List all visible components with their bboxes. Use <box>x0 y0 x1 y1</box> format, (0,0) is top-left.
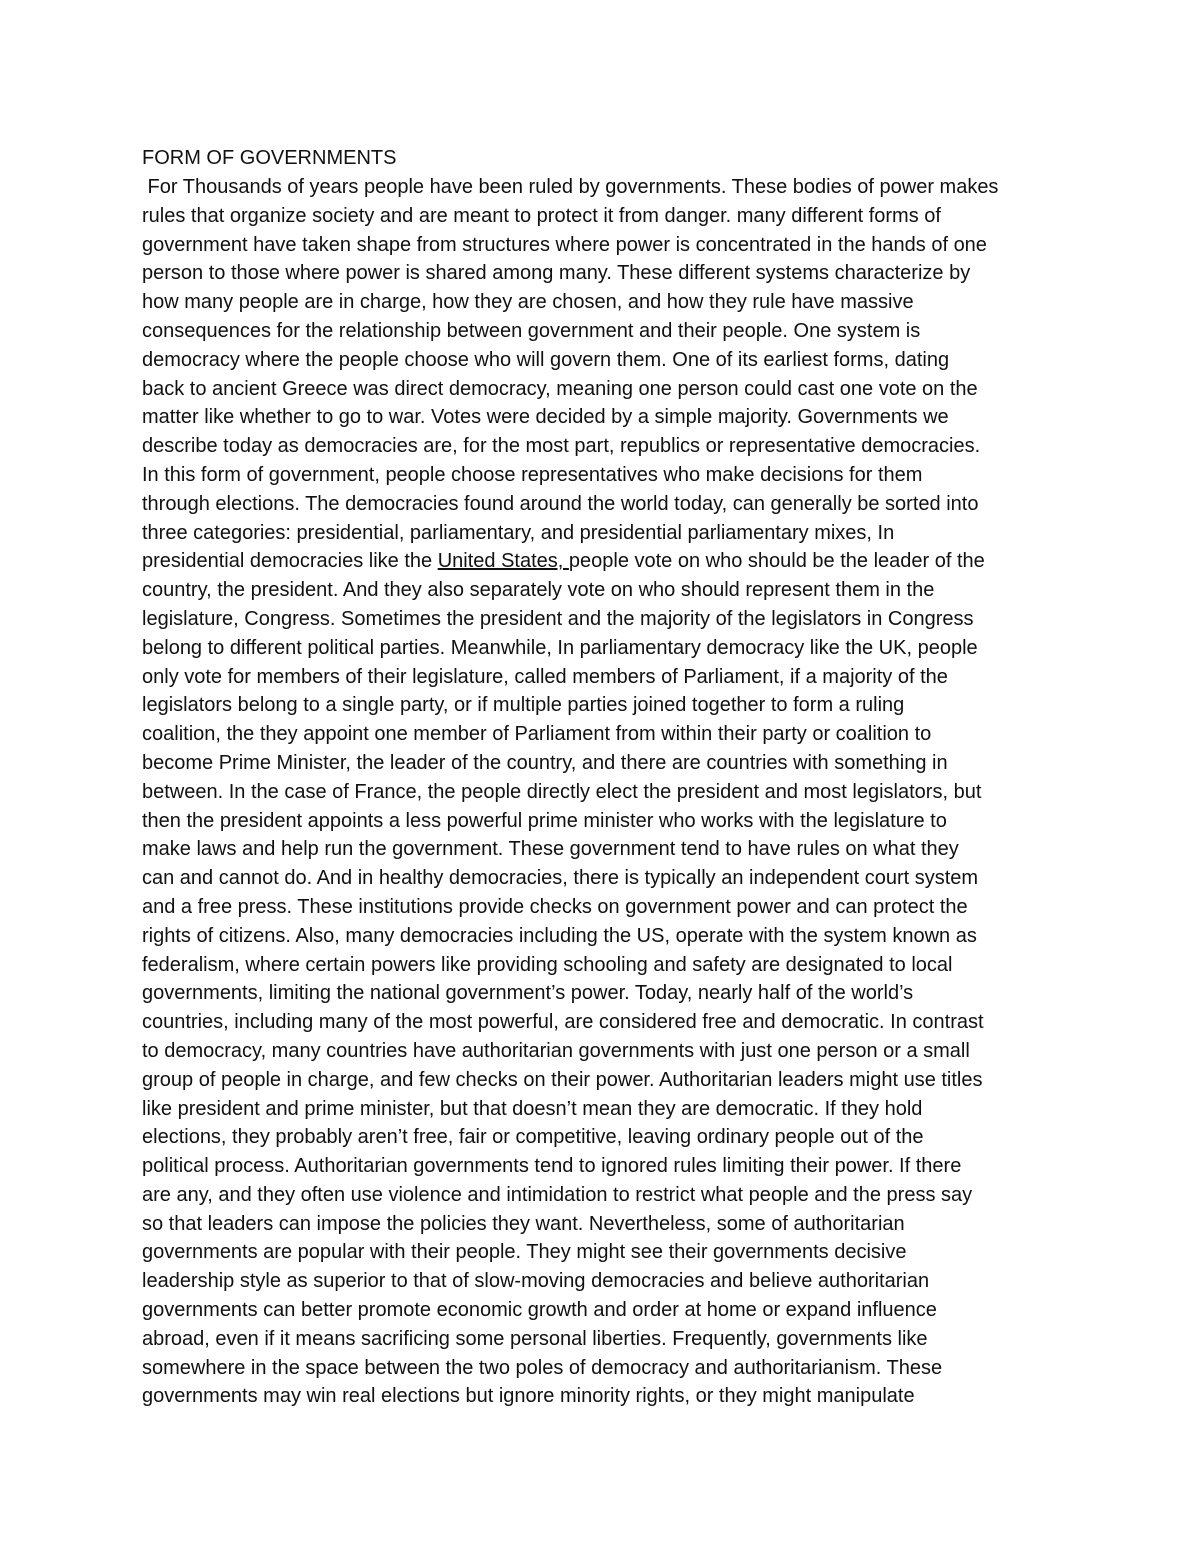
body-line: rights of citizens. Also, many democracies including the US, operate with the system known as <box>142 924 977 947</box>
body-line: and a free press. These institutions provide checks on government power and can protect the <box>142 895 968 918</box>
body-line: then the president appoints a less powerful prime minister who works with the legislature to <box>142 809 947 832</box>
body-line: consequences for the relationship between government and their people. One system is <box>142 319 921 342</box>
body-line: between. In the case of France, the people directly elect the president and most legislators, but <box>142 780 982 803</box>
body-line: coalition, the they appoint one member of Parliament from within their party or coalition to <box>142 723 932 746</box>
body-line: countries, including many of the most powerful, are considered free and democratic. In contrast <box>142 1011 984 1034</box>
body-line: group of people in charge, and few checks on their power. Authoritarian leaders might use titles <box>142 1068 983 1091</box>
body-line: country, the president. And they also separately vote on who should represent them in the <box>142 579 935 602</box>
body-line: In this form of government, people choose representatives who make decisions for them <box>142 463 923 486</box>
body-line: leadership style as superior to that of slow-moving democracies and believe authoritarian <box>142 1270 930 1293</box>
body-line: rules that organize society and are meant to protect it from danger. many different forms of <box>142 204 941 227</box>
body-line: back to ancient Greece was direct democracy, meaning one person could cast one vote on the <box>142 377 978 400</box>
body-line: matter like whether to go to war. Votes were decided by a simple majority. Governments we <box>142 406 949 429</box>
body-line: governments, limiting the national government’s power. Today, nearly half of the world’s <box>142 982 914 1005</box>
body-line: only vote for members of their legislature, called members of Parliament, if a majority of the <box>142 665 948 688</box>
body-line: elections, they probably aren’t free, fair or competitive, leaving ordinary people out of the <box>142 1126 924 1149</box>
body-line: can and cannot do. And in healthy democracies, there is typically an independent court system <box>142 867 979 890</box>
body-line: person to those where power is shared among many. These different systems characterize by <box>142 262 971 285</box>
body-line: make laws and help run the government. These government tend to have rules on what they <box>142 838 959 861</box>
body-line: are any, and they often use violence and intimidation to restrict what people and the press say <box>142 1183 973 1206</box>
body-line: democracy where the people choose who will govern them. One of its earliest forms, dating <box>142 348 950 371</box>
body-line: legislators belong to a single party, or if multiple parties joined together to form a ruling <box>142 694 905 717</box>
document-title: FORM OF GOVERNMENTS <box>142 147 397 169</box>
body-line: how many people are in charge, how they are chosen, and how they rule have massive <box>142 291 914 314</box>
body-line: political process. Authoritarian governments tend to ignored rules limiting their power. If there <box>142 1155 962 1178</box>
united-states-link[interactable]: United States, <box>437 550 569 573</box>
body-line: so that leaders can impose the policies they want. Nevertheless, some of authoritarian <box>142 1212 905 1235</box>
body-line: abroad, even if it means sacrificing some personal liberties. Frequently, governments like <box>142 1327 928 1350</box>
body-line: governments are popular with their people. They might see their governments decisive <box>142 1241 907 1264</box>
body-line: governments can better promote economic growth and order at home or expand influence <box>142 1299 937 1322</box>
body-line: to democracy, many countries have authoritarian governments with just one person or a small <box>142 1039 970 1062</box>
body-line-segment: people vote on who should be the leader of the <box>568 550 985 573</box>
body-line: somewhere in the space between the two poles of democracy and authoritarianism. These <box>142 1356 943 1379</box>
document-body <box>142 173 1092 1411</box>
body-line: through elections. The democracies found around the world today, can generally be sorted into <box>142 492 979 515</box>
body-line: federalism, where certain powers like providing schooling and safety are designated to local <box>142 953 953 976</box>
body-line-with-link <box>142 547 1092 576</box>
body-line: For Thousands of years people have been ruled by governments. These bodies of power makes <box>142 176 999 198</box>
body-line: become Prime Minister, the leader of the country, and there are countries with something in <box>142 751 948 774</box>
body-line: like president and prime minister, but that doesn’t mean they are democratic. If they hold <box>142 1097 923 1120</box>
body-line: describe today as democracies are, for the most part, republics or representative democracies. <box>142 435 981 458</box>
body-line: legislature, Congress. Sometimes the president and the majority of the legislators in Congress <box>142 607 974 630</box>
body-line-segment: presidential democracies like the <box>142 550 438 573</box>
body-line: governments may win real elections but ignore minority rights, or they might manipulate <box>142 1385 915 1408</box>
body-line: belong to different political parties. Meanwhile, In parliamentary democracy like the UK, people <box>142 636 978 659</box>
body-line: government have taken shape from structures where power is concentrated in the hands of one <box>142 233 987 256</box>
body-line: three categories: presidential, parliamentary, and presidential parliamentary mixes, In <box>142 521 895 544</box>
